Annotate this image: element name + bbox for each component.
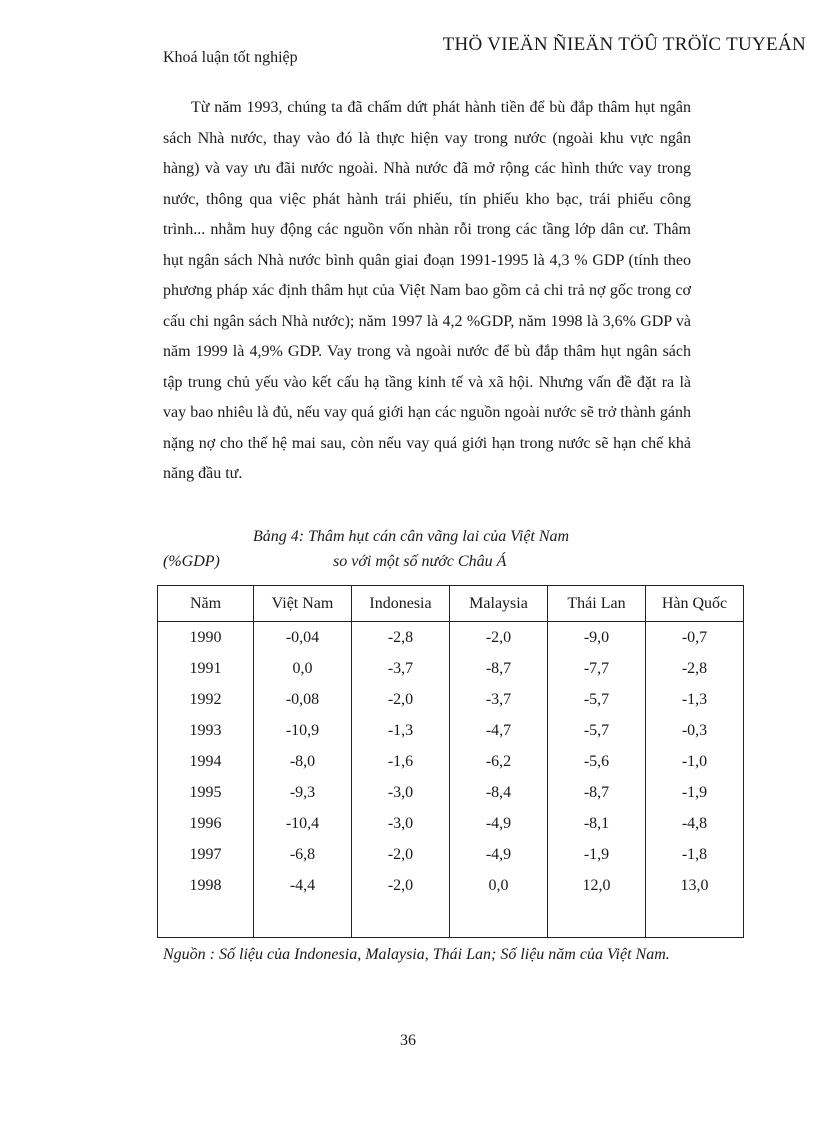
table-cell: -4,7	[450, 715, 548, 746]
table-cell: -1,8	[646, 839, 744, 870]
table-cell: 1996	[158, 808, 254, 839]
table-row	[158, 746, 744, 777]
table-cell: 13,0	[646, 870, 744, 901]
table-source-note: Nguồn : Số liệu của Indonesia, Malaysia, Thái Lan; Số liệu năm của Việt Nam.	[163, 946, 670, 963]
table-cell: -4,9	[450, 839, 548, 870]
table-unit: (%GDP)	[163, 553, 220, 570]
table-cell: -1,9	[548, 839, 646, 870]
body-paragraph: Từ năm 1993, chúng ta đã chấm dứt phát hành tiền để bù đắp thâm hụt ngân sách Nhà nước, thay vào đó là thực hiện vay trong nước (ngoài khu vực ngân hàng) và vay ưu đãi nước ngoài. Nhà nước đã mở rộng các hình thức vay trong nước, thông qua việc phát hành trái phiếu, tín phiếu kho bạc, trái phiếu công trình... nhằm huy động các nguồn vốn nhàn rỗi trong các tầng lớp dân cư. Thâm hụt ngân sách Nhà nước bình quân giai đoạn 1991-1995 là 4,3 % GDP (tính theo phương pháp xác định thâm hụt của Việt Nam bao gồm cả chi trả nợ gốc trong cơ cấu chi ngân sách Nhà nước); năm 1997 là 4,2 %GDP, năm 1998 là 3,6% GDP và năm 1999 là 4,9% GDP. Vay trong và ngoài nước để bù đắp thâm hụt ngân sách tập trung chủ yếu vào kết cấu hạ tầng kinh tế và xã hội. Nhưng vấn đề đặt ra là vay bao nhiêu là đủ, nếu vay quá giới hạn các nguồn ngoài nước sẽ trở thành gánh nặng nợ cho thế hệ mai sau, còn nếu vay quá giới hạn trong nước sẽ hạn chế khả năng đầu tư.	[163, 99, 691, 482]
table-cell: -1,9	[646, 777, 744, 808]
table-cell: -0,08	[254, 684, 352, 715]
table-cell: -8,0	[254, 746, 352, 777]
table-cell: -4,8	[646, 808, 744, 839]
table-cell: -1,3	[352, 715, 450, 746]
table-cell: 1990	[158, 622, 254, 654]
table-row	[158, 870, 744, 901]
table-cell: -3,7	[450, 684, 548, 715]
table-header-row	[158, 586, 744, 622]
table-empty-row	[158, 901, 744, 938]
empty-cell	[450, 901, 548, 938]
table-cell: -6,8	[254, 839, 352, 870]
table-cell: -5,7	[548, 684, 646, 715]
column-header-malaysia: Malaysia	[450, 586, 548, 622]
table-cell: -2,8	[352, 622, 450, 654]
table-cell: -1,0	[646, 746, 744, 777]
table-cell: 1998	[158, 870, 254, 901]
table-cell: -1,6	[352, 746, 450, 777]
table-cell: -6,2	[450, 746, 548, 777]
table-cell: -5,7	[548, 715, 646, 746]
table-cell: 1992	[158, 684, 254, 715]
table-row	[158, 622, 744, 654]
table-cell: -10,9	[254, 715, 352, 746]
table-cell: -2,0	[352, 870, 450, 901]
table-row	[158, 684, 744, 715]
table-cell: 1995	[158, 777, 254, 808]
table-row	[158, 653, 744, 684]
table-cell: 1991	[158, 653, 254, 684]
table-cell: -3,0	[352, 808, 450, 839]
table-title: Bảng 4: Thâm hụt cán cân vãng lai của Việt Nam	[253, 528, 570, 545]
table-cell: -8,7	[450, 653, 548, 684]
table-cell: -7,7	[548, 653, 646, 684]
table-cell: -10,4	[254, 808, 352, 839]
empty-cell	[254, 901, 352, 938]
table-cell: -0,04	[254, 622, 352, 654]
table-cell: -9,0	[548, 622, 646, 654]
deficit-table	[157, 585, 744, 938]
table-cell: 1997	[158, 839, 254, 870]
table-cell: -9,3	[254, 777, 352, 808]
table-cell: -0,3	[646, 715, 744, 746]
table-cell: 1994	[158, 746, 254, 777]
table-cell: 0,0	[450, 870, 548, 901]
table-cell: -5,6	[548, 746, 646, 777]
column-header-vietnam: Việt Nam	[254, 586, 352, 622]
table-cell: -2,0	[450, 622, 548, 654]
empty-cell	[352, 901, 450, 938]
table-row	[158, 777, 744, 808]
table-cell: 12,0	[548, 870, 646, 901]
column-header-indonesia: Indonesia	[352, 586, 450, 622]
running-header-title: Khoá luận tốt nghiệp	[163, 49, 298, 66]
column-header-year: Năm	[158, 586, 254, 622]
empty-cell	[548, 901, 646, 938]
table-row	[158, 715, 744, 746]
table-cell: -8,1	[548, 808, 646, 839]
table-cell: -1,3	[646, 684, 744, 715]
table-subtitle: so với một số nước Châu Á	[333, 553, 507, 570]
table-cell: -0,7	[646, 622, 744, 654]
table-cell: -8,4	[450, 777, 548, 808]
table-row	[158, 839, 744, 870]
column-header-korea: Hàn Quốc	[646, 586, 744, 622]
table-cell: 0,0	[254, 653, 352, 684]
table-cell: -8,7	[548, 777, 646, 808]
table-cell: -4,4	[254, 870, 352, 901]
table-cell: -3,0	[352, 777, 450, 808]
table-cell: -2,8	[646, 653, 744, 684]
table-row	[158, 808, 744, 839]
column-header-thailand: Thái Lan	[548, 586, 646, 622]
page-number: 36	[400, 1032, 416, 1049]
table-cell: -4,9	[450, 808, 548, 839]
table-cell: -3,7	[352, 653, 450, 684]
table-cell: -2,0	[352, 839, 450, 870]
table-cell: -2,0	[352, 684, 450, 715]
empty-cell	[646, 901, 744, 938]
empty-cell	[158, 901, 254, 938]
table-cell: 1993	[158, 715, 254, 746]
library-header: THÖ VIEÄN ÑIEÄN TÖÛ TRÖÏC TUYEÁN	[442, 34, 806, 55]
